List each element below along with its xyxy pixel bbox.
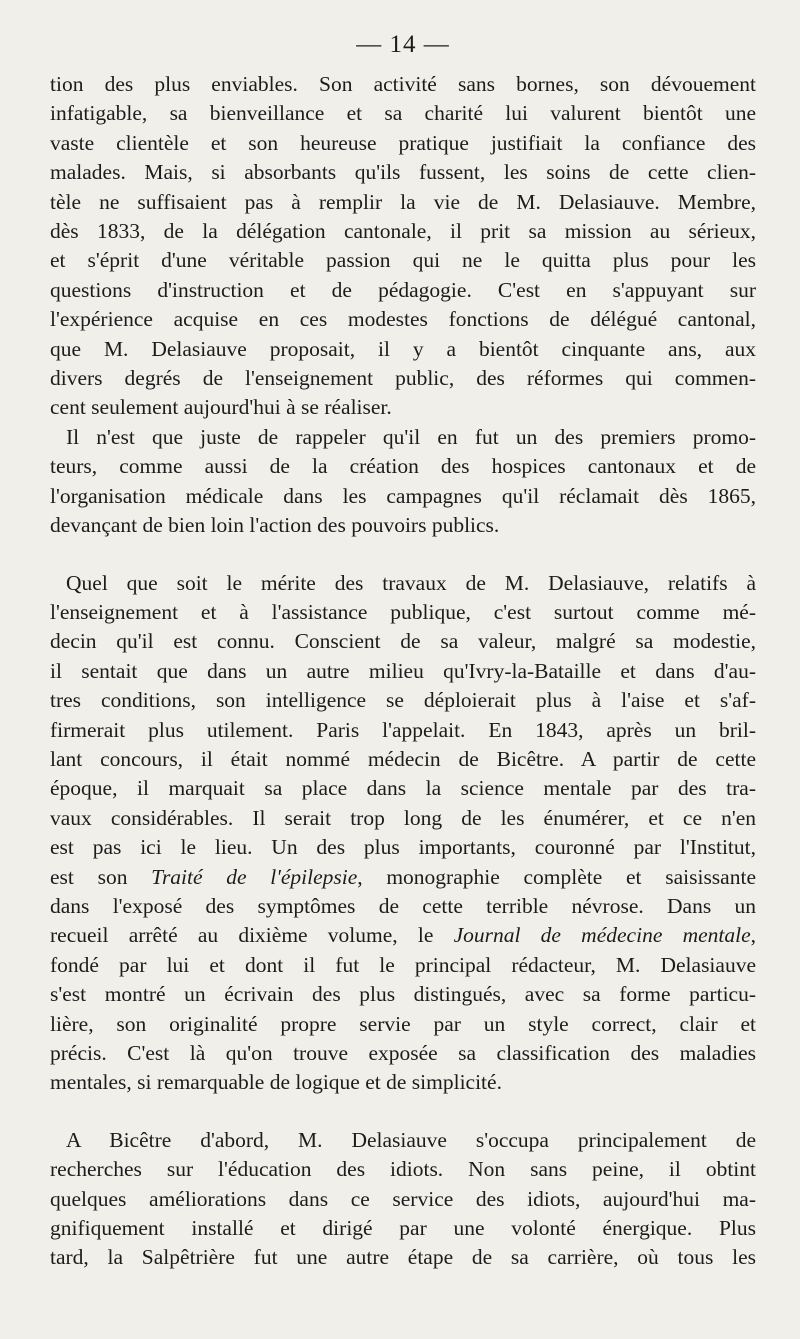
text-line: l'expérience acquise en ces modestes fonctions de délégué cantonal, (50, 307, 756, 332)
text-line: lière, son originalité propre servie par un style correct, clair et (50, 1011, 756, 1036)
text-line: decin qu'il est connu. Conscient de sa valeur, malgré sa modestie, (50, 629, 756, 654)
text-line: précis. C'est là qu'on trouve exposée sa classification des maladies (50, 1041, 756, 1065)
text-line: firmerait plus utilement. Paris l'appelait. En 1843, après un bril- (50, 717, 756, 742)
journal-title: Journal de médecine mentale (453, 923, 751, 948)
paragraph-1 (50, 70, 756, 423)
text-line: dans l'exposé des symptômes de cette terrible névrose. Dans un (50, 893, 756, 918)
text-segment: , monographie complète et saisissante (357, 864, 756, 889)
text-line: questions d'instruction et de pédagogie. C'est en s'appuyant sur (50, 277, 756, 302)
text-line: divers degrés de l'enseignement public, des réformes qui commen- (50, 366, 756, 391)
text-line: vaux considérables. Il serait trop long de les énumérer, et ce n'en (50, 805, 756, 830)
text-segment: , (750, 923, 756, 948)
text-line: Quel que soit le mérite des travaux de M. Delasiauve, relatifs à (66, 570, 756, 595)
text-line: malades. Mais, si absorbants qu'ils fussent, les soins de cette clien- (50, 160, 756, 185)
text-line: quelques améliorations dans ce service des idiots, aujourd'hui ma- (50, 1186, 756, 1211)
text-line: et s'éprit d'une véritable passion qui ne le quitta plus pour les (50, 248, 756, 273)
text-line: recherches sur l'éducation des idiots. Non sans peine, il obtint (50, 1157, 756, 1182)
text-line: A Bicêtre d'abord, M. Delasiauve s'occupa principalement de (66, 1127, 756, 1152)
text-line: tres conditions, son intelligence se déploierait plus à l'aise et s'af- (50, 688, 756, 713)
paragraph-3 (50, 569, 756, 1098)
paragraph-4 (50, 1126, 756, 1273)
text-line: teurs, comme aussi de la création des hospices cantonaux et de (50, 454, 756, 479)
text-line: lant concours, il était nommé médecin de Bicêtre. A partir de cette (50, 746, 756, 771)
text-segment: est son (50, 864, 152, 889)
text-line: tion des plus enviables. Son activité sans bornes, son dévouement (50, 72, 756, 96)
text-line: que M. Delasiauve proposait, il y a bientôt cinquante ans, aux (50, 336, 756, 361)
paragraph-gap (50, 541, 756, 569)
text-line: Il n'est que juste de rappeler qu'il en fut un des premiers promo- (66, 424, 756, 449)
text-line: fondé par lui et dont il fut le principal rédacteur, M. Delasiauve (50, 952, 756, 977)
text-line: tard, la Salpêtrière fut une autre étape de sa carrière, où tous les (50, 1245, 756, 1270)
text-line: l'organisation médicale dans les campagnes qu'il réclamait dès 1865, (50, 483, 756, 508)
text-line: s'est montré un écrivain des plus distingués, avec sa forme particu- (50, 982, 756, 1007)
text-line: vaste clientèle et son heureuse pratique justifiait la confiance des (50, 130, 756, 155)
text-line-with-title (50, 921, 756, 950)
text-line: tèle ne suffisaient pas à remplir la vie de M. Delasiauve. Membre, (50, 189, 756, 214)
paragraph-2 (50, 423, 756, 541)
text-line: devançant de bien loin l'action des pouvoirs publics. (50, 513, 500, 538)
text-line: cent seulement aujourd'hui à se réaliser. (50, 395, 392, 420)
text-segment: recueil arrêté au dixième volume, le (50, 923, 454, 948)
text-line: gnifiquement installé et dirigé par une volonté énergique. Plus (50, 1216, 756, 1241)
text-line: il sentait que dans un autre milieu qu'Ivry-la-Bataille et dans d'au- (50, 658, 756, 683)
paragraph-gap (50, 1098, 756, 1126)
text-line: époque, il marquait sa place dans la science mentale par des tra- (50, 776, 756, 801)
page-number: — 14 — (356, 31, 450, 58)
text-line: est pas ici le lieu. Un des plus importants, couronné par l'Institut, (50, 835, 756, 860)
text-line: dès 1833, de la délégation cantonale, il prit sa mission au sérieux, (50, 219, 756, 244)
text-line: infatigable, sa bienveillance et sa charité lui valurent bientôt une (50, 101, 756, 126)
text-line: mentales, si remarquable de logique et de simplicité. (50, 1070, 502, 1095)
text-line: l'enseignement et à l'assistance publique, c'est surtout comme mé- (50, 599, 756, 624)
book-title: Traité de l'épilepsie (151, 864, 358, 889)
text-line-with-title (50, 863, 756, 892)
